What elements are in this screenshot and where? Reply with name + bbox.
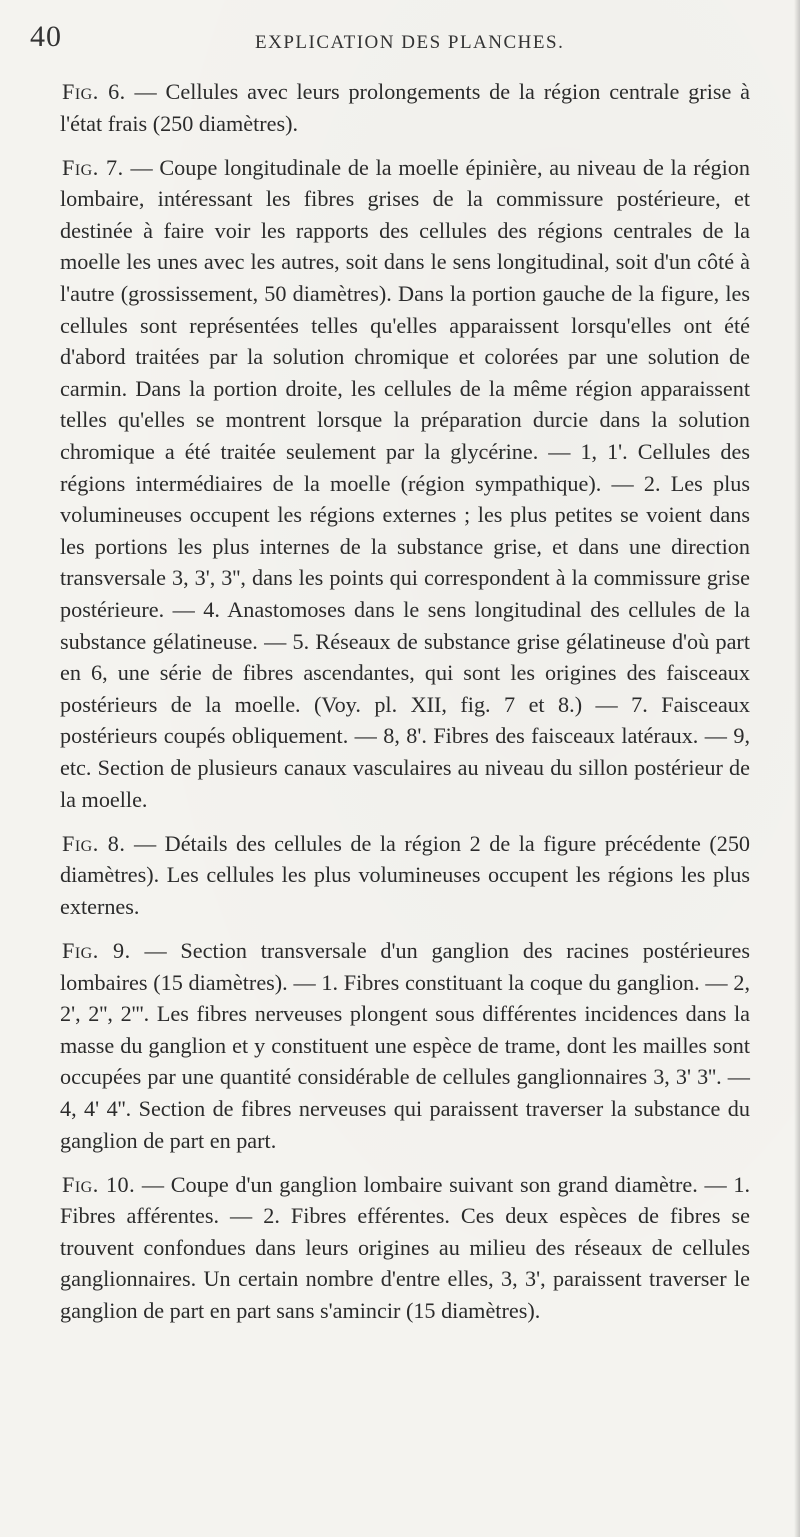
- caption-text: — Coupe d'un ganglion lombaire suivant son grand diamètre. — 1. Fibres afférentes. — 2. Fibres efférentes. Ces deux espèces de fibres se trouvent confondues dans leurs origines au milieu des réseaux de cellules ganglionnaires. Un certain nombre d'entre elles, 3, 3', paraissent traverser le ganglion de part en part sans s'amincir (15 diamètres).: [60, 1171, 750, 1323]
- text-body: [60, 76, 750, 1327]
- page-number: 40: [30, 20, 62, 53]
- running-title: EXPLICATION DES PLANCHES.: [255, 32, 565, 53]
- figure-label: Fig. 8.: [62, 830, 126, 856]
- figure-caption-7: [60, 152, 750, 815]
- caption-text: — Détails des cellules de la région 2 de la figure précédente (250 diamètres). Les cellules les plus volumineuses occupent les régions les plus externes.: [60, 830, 751, 919]
- figure-label: Fig. 6.: [62, 79, 126, 104]
- page-edge-shadow: [794, 0, 800, 1537]
- figure-caption-8: [60, 828, 750, 923]
- figure-caption-9: [60, 935, 750, 1156]
- figure-label: Fig. 7.: [62, 154, 124, 180]
- figure-caption-6: [60, 76, 750, 139]
- figure-label: Fig. 10.: [62, 1171, 136, 1197]
- caption-text: — Section transversale d'un ganglion des racines postérieures lombaires (15 diamètres). — 1. Fibres constituant la coque du ganglion. — 2, 2', 2'', 2'''. Les fibres nerveuses plongent sous différentes incidences dans la masse du ganglion et y constituent une espèce de trame, dont les mailles sont occupées par une quantité considérable de cellules ganglionnaires 3, 3' 3''. — 4, 4' 4''. Section de fibres nerveuses qui paraissent traverser la substance du ganglion de part en part.: [60, 937, 751, 1153]
- caption-text: — Cellules avec leurs prolongements de la région centrale grise à l'état frais (250 diamètres).: [60, 79, 750, 136]
- figure-caption-10: [60, 1169, 750, 1327]
- running-head: [30, 20, 770, 60]
- caption-text: — Coupe longitudinale de la moelle épinière, au niveau de la région lombaire, intéressant les fibres grises de la commissure postérieure, et destinée à faire voir les rapports des cellules des régions centrales de la moelle les unes avec les autres, soit dans le sens longitudinal, soit d'un côté à l'autre (grossissement, 50 diamètres). Dans la portion gauche de la figure, les cellules sont représentées telles qu'elles apparaissent lorsqu'elles ont été d'abord traitées par la solution chromique et colorées par une solution de carmin. Dans la portion droite, les cellules de la même région apparaissent telles qu'elles se montrent lorsque la préparation durcie dans la solution chromique a été traitée seulement par la glycérine. — 1, 1'. Cellules des régions intermédiaires de la moelle (région sympathique). — 2. Les plus volumineuses occupent les régions externes ; les plus petites se voient dans les portions les plus internes de la substance grise, et dans une direction transversale 3, 3', 3'', dans les points qui correspondent à la commissure grise postérieure. — 4. Anastomoses dans le sens longitudinal des cellules de la substance gélatineuse. — 5. Réseaux de substance grise gélatineuse d'où part en 6, une série de fibres ascendantes, qui sont les origines des faisceaux postérieurs de la moelle. (Voy. pl. XII, fig. 7 et 8.) — 7. Faisceaux postérieurs coupés obliquement. — 8, 8'. Fibres des faisceaux latéraux. — 9, etc. Section de plusieurs canaux vasculaires au niveau du sillon postérieur de la moelle.: [60, 154, 750, 812]
- figure-label: Fig. 9.: [62, 937, 131, 963]
